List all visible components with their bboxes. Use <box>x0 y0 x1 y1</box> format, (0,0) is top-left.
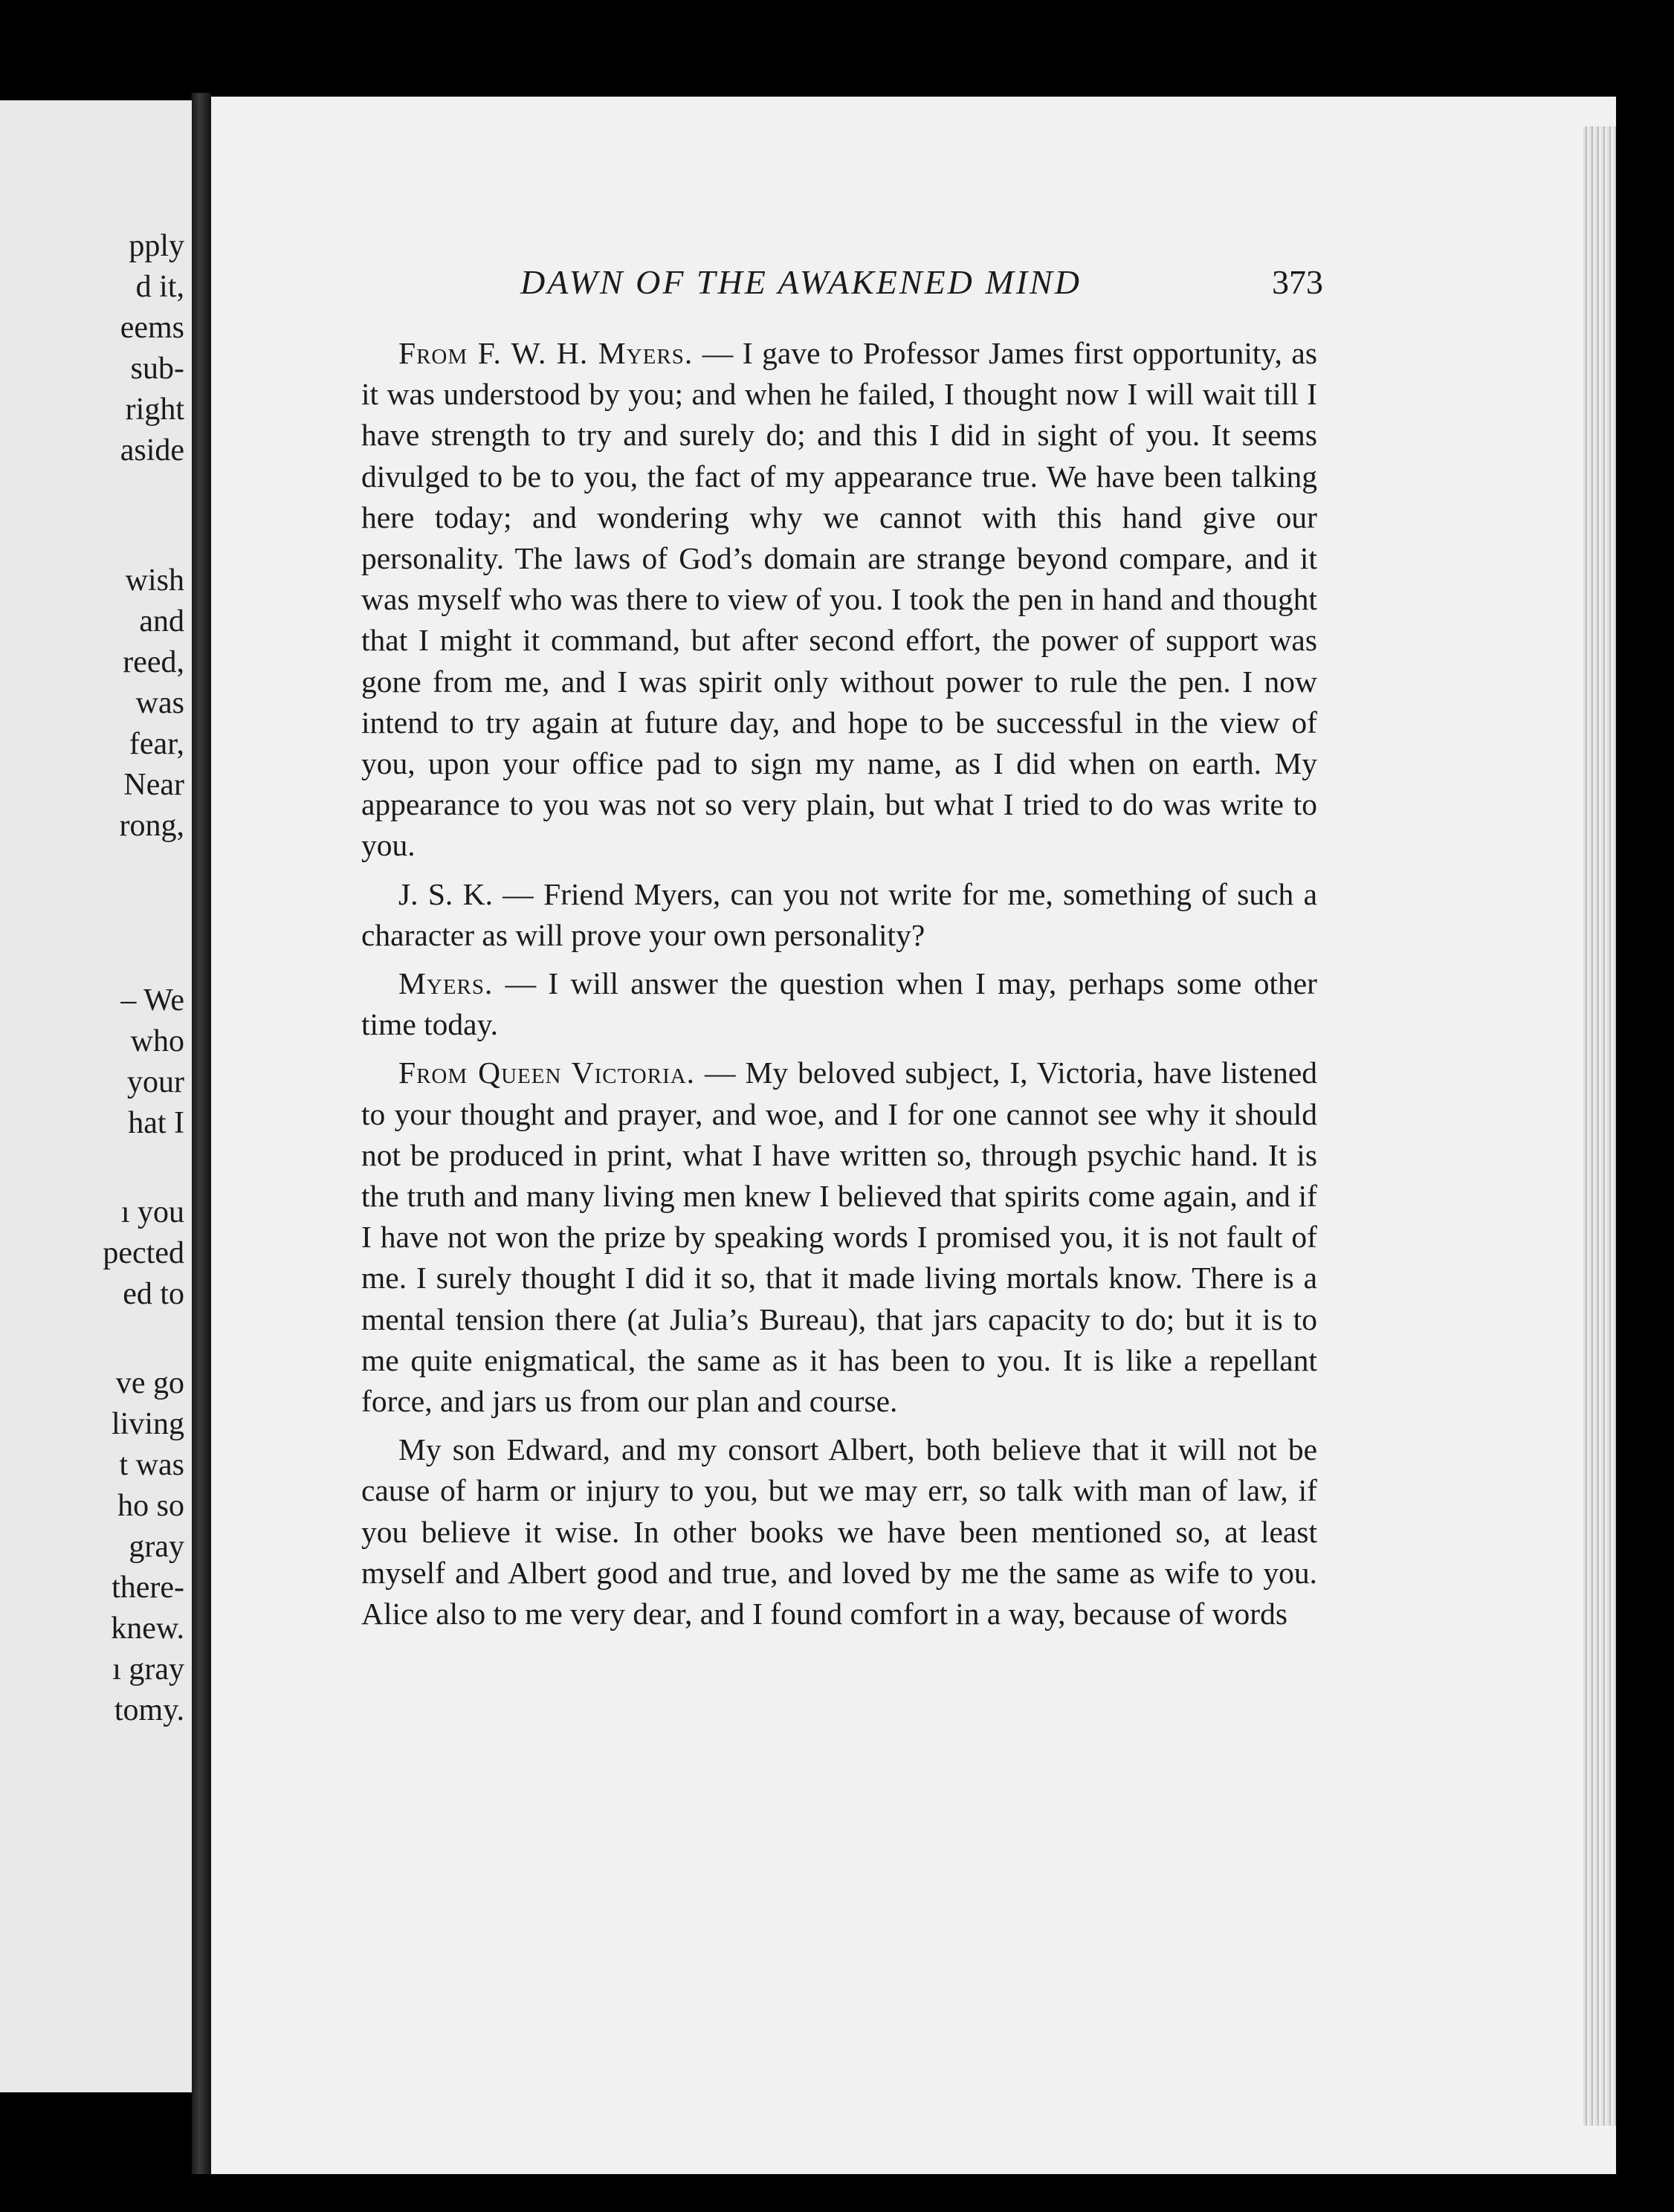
paragraph-myers <box>361 333 1317 867</box>
left-page-line-fragment: reed, <box>123 645 184 679</box>
left-page-line-fragment: t was <box>119 1448 184 1482</box>
speaker-label: From Queen Victoria. <box>398 1055 696 1090</box>
speaker-label: Myers. <box>398 966 494 1001</box>
left-page-line-fragment: and <box>139 604 184 638</box>
page-edge-stack <box>1583 126 1616 2126</box>
left-page-line-fragment: who <box>130 1024 184 1058</box>
paragraph-text: My son Edward, and my consort Albert, both believe that it will not be cause of harm or injury to you, but we may err, so talk with man of law, if you believe it wise. In other books we have been mentioned so, at least myself and Albert good and true, and loved by me the same as wife to you. Alice also to me very dear, and I found comfort in a way, because of words <box>361 1432 1317 1631</box>
running-header <box>520 264 1323 301</box>
paragraph-text: — I gave to Professor James first opportunity, as it was understood by you; and when he failed, I thought now I will wait till I have strength to try and surely do; and this I did in sight of you. It seems divulged to be to you, the fact of my appearance true. We have been talking here today; and wondering why we cannot with this hand give our personality. The laws of God’s domain are strange beyond compare, and it was myself who was there to view of you. I took the pen in hand and thought that I might it command, but after second effort, the power of support was gone from me, and I was spirit only without power to rule the pen. I now intend to try again at future day, and hope to be successful in the view of you, upon your office pad to sign my name, as I did when on earth. My appearance to you was not so very plain, but what I tried to do was write to you. <box>361 336 1317 863</box>
paragraph-text: — I will answer the question when I may, perhaps some other time today. <box>361 966 1317 1042</box>
paragraph-text: — My beloved subject, I, Victoria, have listened to your thought and prayer, and woe, and I for one cannot see why it should not be produced in print, what I have written so, through psychic hand. It is the truth and many living men knew I believed that spirits come again, and if I have not won the prize by speaking words I promised you, it is not fault of me. I surely thought I did it so, that it made living mortals know. There is a mental tension there (at Julia’s Bureau), that jars capacity to do; but it is to me quite enigmatical, the same as it has been to you. It is like a repellant force, and jars us from our plan and course. <box>361 1055 1317 1419</box>
left-page-line-fragment: d it, <box>135 270 184 304</box>
paragraph-text: — Friend Myers, can you not write for me, something of such a character as will prove your own personality? <box>361 876 1318 952</box>
left-page-line-fragment: living <box>111 1407 184 1441</box>
book-spine <box>192 93 211 2174</box>
left-page-edge <box>0 100 192 2092</box>
left-page-line-fragment: there- <box>112 1571 184 1605</box>
left-page-line-fragment: ed to <box>123 1277 184 1311</box>
paragraph-myers-reply <box>361 963 1317 1045</box>
left-page-line-fragment: gray <box>129 1530 184 1564</box>
left-page-line-fragment: rong, <box>119 809 184 843</box>
left-page-line-fragment: ve go <box>115 1366 184 1400</box>
left-page-line-fragment: wish <box>125 563 184 598</box>
page-number: 373 <box>1272 263 1323 301</box>
left-page-line-fragment: pected <box>103 1236 184 1270</box>
left-page-line-fragment: right <box>125 392 184 427</box>
left-page-line-fragment: hat I <box>128 1106 184 1140</box>
left-page-line-fragment: sub- <box>130 352 184 386</box>
left-page-line-fragment: your <box>127 1065 184 1099</box>
paragraph-victoria-cont <box>361 1429 1317 1634</box>
running-title: DAWN OF THE AWAKENED MIND <box>520 263 1082 301</box>
paragraph-jsk <box>361 874 1317 956</box>
left-page-line-fragment: was <box>135 686 184 720</box>
left-page-line-fragment: tomy. <box>114 1693 184 1727</box>
left-page-line-fragment: pply <box>129 229 184 263</box>
paragraph-victoria <box>361 1052 1317 1422</box>
speaker-label: J. S. K. <box>398 876 493 911</box>
body-text <box>361 333 1317 1634</box>
left-page-line-fragment: aside <box>120 433 184 468</box>
left-page-line-fragment: fear, <box>129 727 184 761</box>
left-page-line-fragment: eems <box>120 311 184 345</box>
left-page-line-fragment: – We <box>120 983 184 1018</box>
left-page-line-fragment: ho so <box>117 1489 184 1523</box>
speaker-label: From F. W. H. Myers. <box>398 336 694 370</box>
left-page-line-fragment: knew. <box>111 1611 184 1646</box>
left-page-line-fragment: ı you <box>120 1195 184 1229</box>
left-page-line-fragment: Near <box>123 768 184 802</box>
left-page-line-fragment: ı gray <box>112 1652 184 1687</box>
